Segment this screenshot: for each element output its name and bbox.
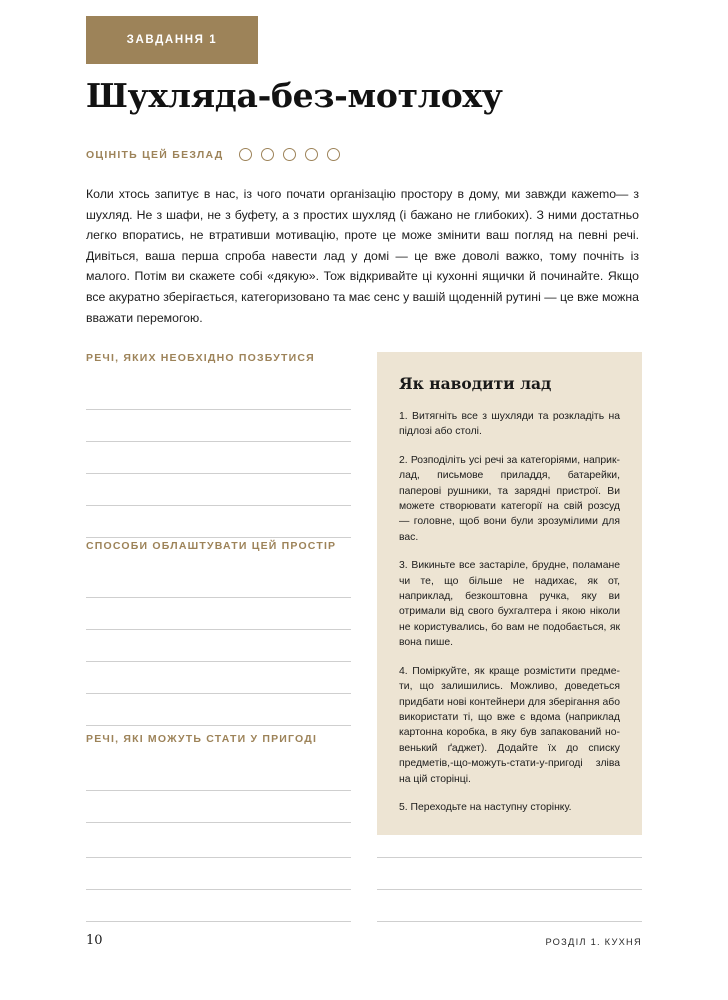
write-line[interactable] [86, 474, 351, 506]
write-line[interactable] [86, 858, 351, 890]
instruction-step: 3. Викиньте все застаріле, брудне, поламане чи те, що більше не надихає, як от, наприклад, безкоштовна ручка, яку ви отримали від свого бухгалтера і якою ніколи не користувались, бо вам не подобається, як вона пише. [399, 560, 620, 649]
instruction-step: 2. Розподіліть усі речі за категоріями, наприклад, письмове приладдя, батарейки, паперові рушники, та зарядні пристрої. Ви можете створювати категорії на свій розсуд — головне, щоб вони були зрозумілими для вас. [399, 454, 620, 543]
section-discard-lines[interactable] [86, 378, 351, 538]
mess-rating [86, 148, 340, 161]
section-arrange-title: СПОСОБИ ОБЛАШТУВАТИ ЦЕЙ ПРОСТІР [86, 540, 337, 552]
instruction-step: 5. Переходьте на наступну сторінку. [399, 801, 572, 813]
mess-rating-circles[interactable] [239, 148, 340, 161]
write-line[interactable] [86, 826, 351, 858]
write-line[interactable] [377, 858, 642, 890]
write-line[interactable] [86, 566, 351, 598]
write-line[interactable] [86, 662, 351, 694]
rating-circle[interactable] [327, 148, 340, 161]
write-line[interactable] [86, 598, 351, 630]
section-useful [86, 733, 351, 823]
write-line[interactable] [86, 506, 351, 538]
task-badge-label: ЗАВДАННЯ 1 [126, 34, 218, 46]
write-line[interactable] [86, 890, 351, 922]
page-number: 10 [86, 933, 103, 948]
bottom-lines-right[interactable] [377, 826, 642, 922]
write-line[interactable] [86, 694, 351, 726]
bottom-lines-left[interactable] [86, 826, 351, 922]
page-title: Шухляда-без-мотлоху [86, 76, 503, 115]
section-discard-title: РЕЧІ, ЯКИХ НЕОБХІДНО ПОЗБУТИСЯ [86, 352, 315, 364]
write-line[interactable] [86, 442, 351, 474]
instructions-heading: Як наводити лад [399, 374, 552, 393]
write-line[interactable] [377, 890, 642, 922]
write-line[interactable] [86, 378, 351, 410]
rating-circle[interactable] [305, 148, 318, 161]
write-line[interactable] [86, 791, 351, 823]
write-line[interactable] [86, 410, 351, 442]
section-discard [86, 352, 351, 538]
instruction-step: 4. Поміркуйте, як краще розмістити предмети, що залишились. Можливо, доведеться придбати нові контейнери для зберігання або використати ті, що вже є вдома (наприклад картонна коробка, в яку був запакований новенький ґаджет). Додайте їх до списку предметів,-що-можуть-стати-у-пригоді зліва на цій сторінці. [399, 665, 620, 785]
rating-circle[interactable] [261, 148, 274, 161]
section-arrange [86, 540, 351, 726]
section-useful-title: РЕЧІ, ЯКІ МОЖУТЬ СТАТИ У ПРИГОДІ [86, 733, 318, 745]
write-line[interactable] [86, 630, 351, 662]
rating-circle[interactable] [239, 148, 252, 161]
write-line[interactable] [86, 759, 351, 791]
footer-chapter: РОЗДІЛ 1. КУХНЯ [545, 937, 642, 947]
instruction-step: 1. Витягніть все з шухляди та розкладіть на підлозі або столі. [399, 411, 620, 438]
task-badge [86, 16, 258, 64]
mess-rating-label: ОЦІНІТЬ ЦЕЙ БЕЗЛАД [86, 148, 224, 161]
section-arrange-lines[interactable] [86, 566, 351, 726]
section-useful-lines[interactable] [86, 759, 351, 823]
instructions-sidebar [377, 352, 642, 835]
rating-circle[interactable] [283, 148, 296, 161]
intro-paragraph: Коли хтось запитує в нас, із чого почати організацію простору в дому, ми завжди кажеmo— з шухляд. Не з шафи, не з буфету, а з простих шухляд (і бажано не глибоких). З ними достатньо легко впоратись, не втративши мотивацію, проте це може змінити ваш погляд на певні речі. Дивіться, ваша перша спроба навести лад у домі — це вже доволі важко, тому почніть із малого. Потім ви скажете собі «дякую». Тож відкривайте ці кухонні ящички й починайте. Якщо все акуратно зберігається, категоризовано та має сенс у вашій щоденній рутині — це вже можна вважати перемогою. [86, 187, 639, 325]
